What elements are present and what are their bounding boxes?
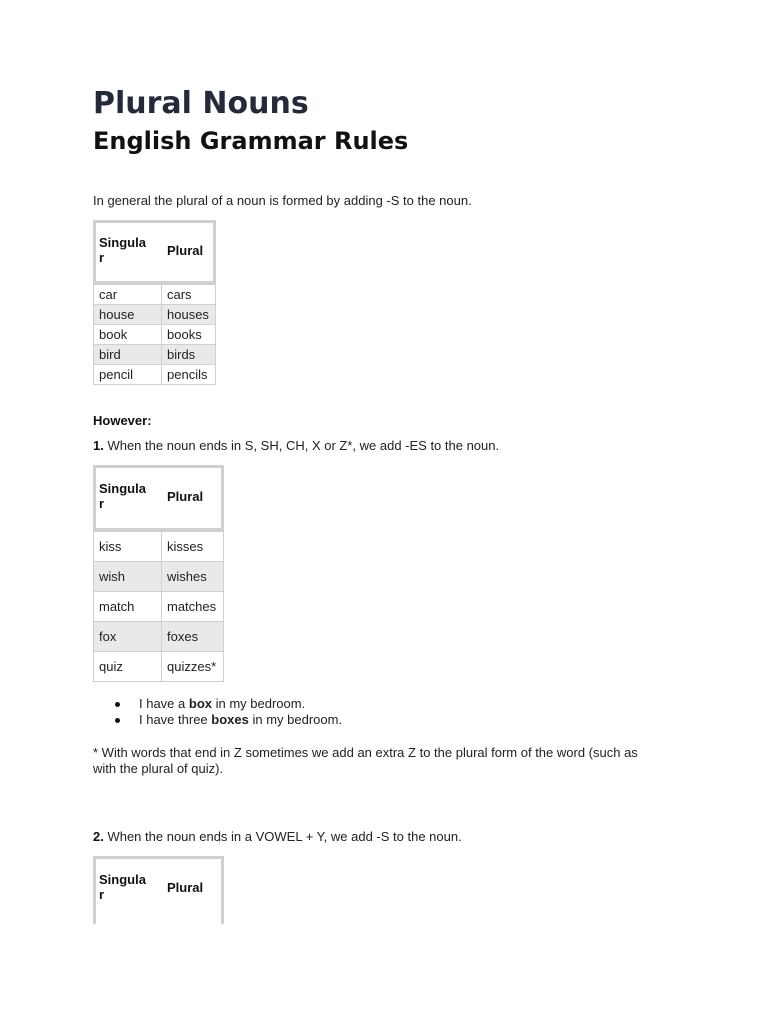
table1-plural-cell: birds <box>162 345 216 365</box>
table3-header-plural: Plural <box>167 880 204 895</box>
table2-body <box>93 531 224 682</box>
rule1-paragraph: 1. When the noun ends in S, SH, CH, X or Z*, we add -ES to the noun. <box>93 438 500 453</box>
example-list <box>113 696 342 728</box>
table1-plural-cell: books <box>162 325 216 345</box>
table2-singular-cell: match <box>94 592 162 622</box>
table2-plural-cell: kisses <box>162 532 224 562</box>
table2-plural-cell: wishes <box>162 562 224 592</box>
table2-singular-cell: kiss <box>94 532 162 562</box>
table3-header-singular: Singula r <box>99 872 146 902</box>
table2-plural-cell: matches <box>162 592 224 622</box>
table1-plural-cell: houses <box>162 305 216 325</box>
table2-row <box>94 592 224 622</box>
table2-row <box>94 562 224 592</box>
however-label: However: <box>93 413 152 428</box>
table2-plural-cell: quizzes* <box>162 652 224 682</box>
table1-singular-cell: house <box>94 305 162 325</box>
intro-paragraph: In general the plural of a noun is formed by adding -S to the noun. <box>93 193 472 208</box>
note-line-1: * With words that end in Z sometimes we add an extra Z to the plural form of the word (such as <box>93 745 638 760</box>
bullet-icon <box>115 718 120 723</box>
note-line-2: with the plural of quiz). <box>93 761 224 776</box>
table2-row <box>94 532 224 562</box>
example-item: I have a box in my bedroom. <box>113 696 342 712</box>
table1-singular-cell: pencil <box>94 365 162 385</box>
example-item: I have three boxes in my bedroom. <box>113 712 342 728</box>
table2-row <box>94 622 224 652</box>
table2-header <box>93 465 224 531</box>
table1-plural-cell: cars <box>162 285 216 305</box>
bullet-icon <box>115 702 120 707</box>
table1-singular-cell: car <box>94 285 162 305</box>
table3-header <box>93 856 224 924</box>
table1-plural-cell: pencils <box>162 365 216 385</box>
rule2-paragraph: 2. When the noun ends in a VOWEL + Y, we add -S to the noun. <box>93 829 462 844</box>
table1-singular-cell: book <box>94 325 162 345</box>
table1-row <box>94 285 216 305</box>
table2-header-singular: Singula r <box>99 481 146 511</box>
table2-singular-cell: wish <box>94 562 162 592</box>
table1-header-singular: Singula r <box>99 235 146 265</box>
table2-header-plural: Plural <box>167 489 204 504</box>
table1-singular-cell: bird <box>94 345 162 365</box>
table1-row <box>94 325 216 345</box>
page-title: Plural Nouns <box>93 86 309 121</box>
table2-plural-cell: foxes <box>162 622 224 652</box>
table1-header <box>93 220 216 284</box>
table2-singular-cell: quiz <box>94 652 162 682</box>
table2-row <box>94 652 224 682</box>
table1-body <box>93 284 216 385</box>
table1-row <box>94 365 216 385</box>
table1-row <box>94 345 216 365</box>
page-subtitle: English Grammar Rules <box>93 127 409 155</box>
table2-singular-cell: fox <box>94 622 162 652</box>
table1-header-plural: Plural <box>167 243 204 258</box>
table1-row <box>94 305 216 325</box>
